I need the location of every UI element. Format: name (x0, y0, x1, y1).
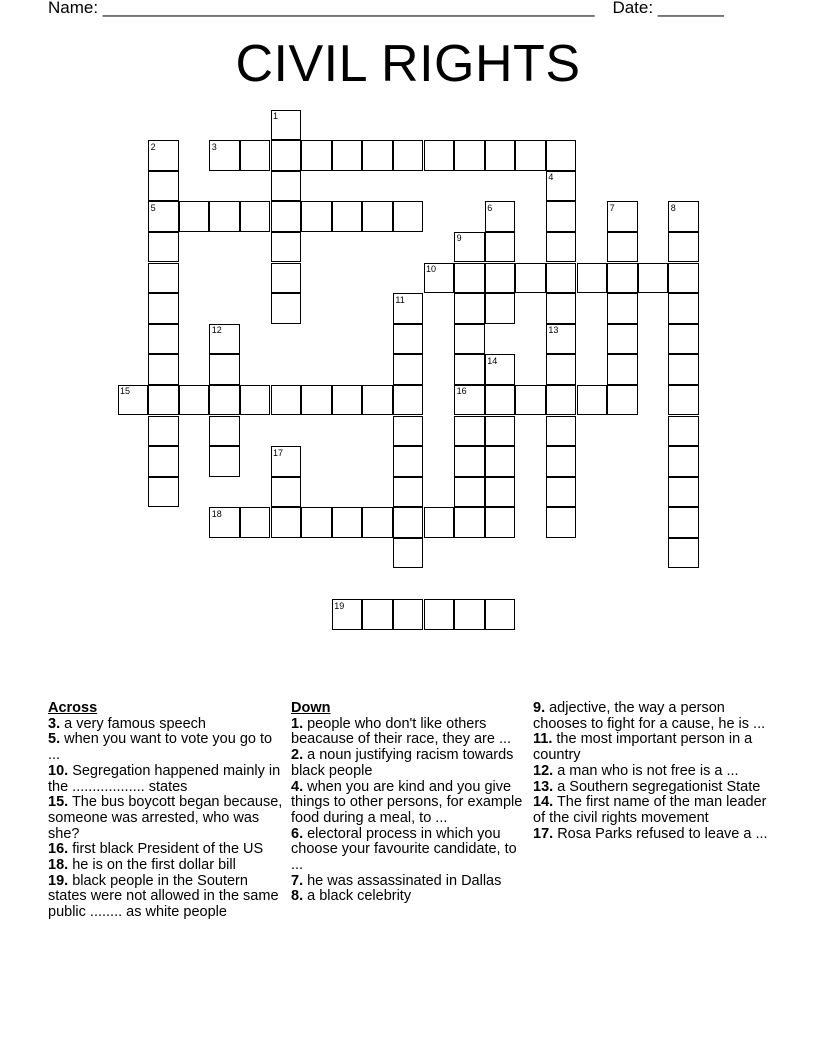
clue-number-label: 16 (456, 386, 467, 397)
grid-cell[interactable] (454, 446, 485, 477)
grid-cell[interactable] (118, 385, 149, 416)
grid-cell[interactable] (332, 201, 363, 232)
grid-cell[interactable] (485, 140, 516, 171)
grid-cell[interactable] (668, 324, 699, 355)
grid-cell[interactable] (546, 140, 577, 171)
grid-cell[interactable] (148, 140, 179, 171)
grid-cell[interactable] (454, 385, 485, 416)
grid-cell[interactable] (301, 385, 332, 416)
clue-number: 7. (291, 872, 304, 889)
clue-number: 4. (291, 778, 304, 795)
grid-cell[interactable] (148, 201, 179, 232)
grid-cell[interactable] (454, 324, 485, 355)
grid-cell[interactable] (148, 354, 179, 385)
clue-text: a very famous speech (60, 715, 206, 732)
date-line[interactable]: _______ (657, 0, 725, 17)
clue-number-label: 18 (211, 508, 222, 519)
grid-cell[interactable] (393, 477, 424, 508)
grid-cell[interactable] (362, 201, 393, 232)
grid-cell[interactable] (577, 385, 608, 416)
grid-cell[interactable] (148, 263, 179, 294)
grid-cell[interactable] (148, 416, 179, 447)
grid-cell[interactable] (393, 201, 424, 232)
grid-cell[interactable] (240, 385, 271, 416)
clue-text: the most important person in a country (533, 731, 753, 764)
grid-cell[interactable] (668, 385, 699, 416)
grid-cell[interactable] (454, 232, 485, 263)
clue-number-label: 17 (273, 447, 284, 458)
clue-text: Segregation happened mainly in the .................. states (48, 762, 281, 795)
grid-cell[interactable] (485, 507, 516, 538)
grid-cell[interactable] (454, 507, 485, 538)
grid-cell[interactable] (301, 507, 332, 538)
date-label: Date: (612, 0, 654, 17)
clue-number: 16. (48, 841, 69, 858)
grid-cell[interactable] (485, 599, 516, 630)
grid-cell[interactable] (240, 201, 271, 232)
clue-text: when you want to vote you go to ... (48, 731, 273, 764)
header (48, 0, 724, 18)
clue-number-label: 4 (548, 172, 554, 183)
grid-cell[interactable] (148, 293, 179, 324)
grid-cell[interactable] (485, 416, 516, 447)
clue-text: when you are kind and you give things to other persons, for example food during a meal, to ... (291, 778, 523, 826)
grid-cell[interactable] (209, 354, 240, 385)
grid-cell[interactable] (454, 477, 485, 508)
clue-number: 9. (533, 700, 546, 716)
grid-cell[interactable] (301, 201, 332, 232)
grid-cell[interactable] (271, 446, 302, 477)
grid-cell[interactable] (485, 477, 516, 508)
clue-item (291, 780, 527, 827)
clue-number: 6. (291, 825, 304, 842)
grid-cell[interactable] (577, 263, 608, 294)
grid-cell[interactable] (668, 538, 699, 569)
clue-number-label: 13 (548, 325, 559, 336)
grid-cell[interactable] (393, 293, 424, 324)
grid-cell[interactable] (546, 446, 577, 477)
clue-text: a noun justifying racism towards black people (291, 747, 514, 779)
grid-cell[interactable] (271, 110, 302, 141)
clue-item (48, 842, 284, 858)
grid-cell[interactable] (668, 293, 699, 324)
clue-number-label: 7 (609, 202, 615, 213)
grid-cell[interactable] (209, 416, 240, 447)
grid-cell[interactable] (209, 507, 240, 538)
clue-number-label: 15 (120, 386, 131, 397)
grid-cell[interactable] (209, 446, 240, 477)
puzzle-title: CIVIL RIGHTS (235, 35, 581, 93)
grid-cell[interactable] (393, 416, 424, 447)
grid-cell[interactable] (515, 385, 546, 416)
clue-item (48, 795, 284, 842)
clue-number: 5. (48, 731, 61, 748)
clue-item (291, 748, 527, 779)
down-clues (291, 701, 527, 905)
grid-cell[interactable] (271, 293, 302, 324)
clue-number-label: 2 (150, 141, 156, 152)
grid-cell[interactable] (393, 446, 424, 477)
clue-number: 17. (533, 825, 554, 842)
clue-number-label: 5 (150, 202, 156, 213)
grid-cell[interactable] (668, 446, 699, 477)
grid-cell[interactable] (454, 416, 485, 447)
grid-cell[interactable] (332, 599, 363, 630)
down-heading: Down (291, 700, 331, 716)
grid-cell[interactable] (546, 293, 577, 324)
grid-cell[interactable] (546, 354, 577, 385)
clue-number: 14. (533, 794, 554, 811)
clue-text: The bus boycott began because, someone was arrested, who was she? (48, 794, 283, 842)
clue-number-label: 9 (456, 233, 462, 244)
grid-cell[interactable] (454, 599, 485, 630)
clue-text: Rosa Parks refused to leave a ... (553, 825, 768, 842)
grid-cell[interactable] (209, 140, 240, 171)
grid-cell[interactable] (393, 140, 424, 171)
grid-cell[interactable] (546, 477, 577, 508)
grid-cell[interactable] (546, 385, 577, 416)
grid-cell[interactable] (148, 171, 179, 202)
grid-cell[interactable] (209, 324, 240, 355)
grid-cell[interactable] (668, 232, 699, 263)
clue-number-label: 12 (211, 325, 222, 336)
clue-text: adjective, the way a person chooses to fight for a cause, he is ... (533, 700, 766, 732)
clue-text: electoral process in which you choose your favourite candidate, to ... (291, 825, 517, 874)
clue-item (291, 717, 527, 748)
grid-cell[interactable] (271, 201, 302, 232)
grid-cell[interactable] (271, 507, 302, 538)
grid-cell[interactable] (332, 140, 363, 171)
down-clues-continued (533, 701, 769, 842)
grid-cell[interactable] (393, 324, 424, 355)
clue-number: 18. (48, 857, 69, 874)
grid-cell[interactable] (271, 232, 302, 263)
grid-cell[interactable] (362, 385, 393, 416)
grid-cell[interactable] (271, 385, 302, 416)
clue-text: black people in the Soutern states were not allowed in the same public ........ as white people (48, 872, 279, 921)
clue-number-label: 11 (395, 294, 405, 305)
grid-cell[interactable] (454, 354, 485, 385)
grid-cell[interactable] (454, 293, 485, 324)
clue-number-label: 1 (273, 111, 279, 121)
clue-number: 2. (291, 747, 304, 764)
grid-cell[interactable] (668, 263, 699, 294)
clue-number-label: 6 (487, 202, 493, 213)
grid-cell[interactable] (485, 232, 516, 263)
grid-cell[interactable] (240, 507, 271, 538)
grid-cell[interactable] (271, 263, 302, 294)
grid-cell[interactable] (148, 446, 179, 477)
grid-cell[interactable] (393, 538, 424, 569)
grid-cell[interactable] (148, 324, 179, 355)
grid-cell[interactable] (515, 140, 546, 171)
clue-text: first black President of the US (68, 841, 264, 858)
grid-cell[interactable] (148, 385, 179, 416)
grid-cell[interactable] (454, 263, 485, 294)
grid-cell[interactable] (668, 477, 699, 508)
grid-cell[interactable] (607, 263, 638, 294)
clue-item (533, 780, 769, 796)
grid-cell[interactable] (332, 507, 363, 538)
clue-item (533, 795, 769, 826)
clue-number-label: 19 (334, 600, 345, 611)
clue-number-label: 8 (670, 202, 676, 213)
clue-number: 12. (533, 762, 554, 779)
clue-number: 15. (48, 794, 69, 811)
clue-number: 3. (48, 715, 61, 732)
grid-cell[interactable] (485, 385, 516, 416)
grid-cell[interactable] (515, 263, 546, 294)
name-label: Name: (48, 0, 99, 17)
clue-item (48, 732, 284, 763)
grid-cell[interactable] (179, 385, 210, 416)
grid-cell[interactable] (546, 324, 577, 355)
clue-text: people who don't like others beacause of their race, they are ... (291, 715, 512, 748)
grid-cell[interactable] (424, 263, 455, 294)
grid-cell[interactable] (638, 263, 669, 294)
grid-cell[interactable] (485, 446, 516, 477)
clue-item (291, 874, 527, 890)
grid-cell[interactable] (393, 507, 424, 538)
clue-number: 19. (48, 872, 69, 889)
grid-cell[interactable] (424, 140, 455, 171)
grid-cell[interactable] (424, 599, 455, 630)
clue-item (48, 874, 284, 921)
grid-cell[interactable] (607, 232, 638, 263)
grid-cell[interactable] (607, 201, 638, 232)
clue-item (533, 827, 769, 843)
grid-cell[interactable] (209, 201, 240, 232)
clue-number: 11. (533, 731, 553, 748)
clue-number: 1. (291, 715, 304, 732)
grid-cell[interactable] (362, 599, 393, 630)
clue-item (48, 858, 284, 874)
clue-number: 10. (48, 762, 69, 779)
clue-number-label: 3 (211, 141, 217, 152)
grid-cell[interactable] (362, 140, 393, 171)
grid-cell[interactable] (332, 385, 363, 416)
clue-number: 8. (291, 888, 304, 905)
clue-item (48, 764, 284, 795)
grid-cell[interactable] (148, 477, 179, 508)
grid-cell[interactable] (546, 507, 577, 538)
grid-cell[interactable] (607, 324, 638, 355)
clue-text: The first name of the man leader of the civil rights movement (533, 794, 767, 826)
grid-cell[interactable] (209, 385, 240, 416)
across-clues (48, 701, 284, 921)
grid-cell[interactable] (668, 354, 699, 385)
grid-cell[interactable] (271, 477, 302, 508)
name-line[interactable]: ____________________________________________________ (102, 0, 595, 17)
grid-cell[interactable] (668, 416, 699, 447)
clue-item (291, 889, 527, 905)
clue-number-label: 14 (487, 355, 498, 366)
grid-cell[interactable] (607, 293, 638, 324)
grid-cell[interactable] (485, 201, 516, 232)
grid-cell[interactable] (454, 140, 485, 171)
clue-text: a black celebrity (303, 888, 412, 905)
clue-text: he was assassinated in Dallas (303, 872, 502, 889)
clue-text: he is on the first dollar bill (68, 857, 236, 874)
grid-cell[interactable] (240, 140, 271, 171)
grid-cell[interactable] (485, 263, 516, 294)
grid-cell[interactable] (546, 232, 577, 263)
grid-cell[interactable] (393, 385, 424, 416)
grid-cell[interactable] (546, 201, 577, 232)
grid-cell[interactable] (607, 354, 638, 385)
across-heading: Across (48, 700, 98, 716)
clue-item (533, 732, 769, 763)
grid-cell[interactable] (179, 201, 210, 232)
grid-cell[interactable] (485, 293, 516, 324)
grid-cell[interactable] (393, 599, 424, 630)
clue-item (533, 701, 769, 732)
clue-text: a man who is not free is a ... (553, 762, 739, 779)
clue-item (48, 717, 284, 733)
grid-cell[interactable] (607, 385, 638, 416)
clue-text: a Southern segregationist State (553, 778, 761, 795)
grid-cell[interactable] (362, 507, 393, 538)
grid-cell[interactable] (424, 507, 455, 538)
grid-cell[interactable] (546, 263, 577, 294)
grid-cell[interactable] (546, 416, 577, 447)
grid-cell[interactable] (148, 232, 179, 263)
grid-cell[interactable] (271, 140, 302, 171)
grid-cell[interactable] (271, 171, 302, 202)
grid-cell[interactable] (301, 140, 332, 171)
grid-cell[interactable] (485, 354, 516, 385)
grid-cell[interactable] (546, 171, 577, 202)
clue-item (291, 827, 527, 874)
clue-item (533, 764, 769, 780)
clue-number: 13. (533, 778, 554, 795)
grid-cell[interactable] (668, 201, 699, 232)
grid-cell[interactable] (393, 354, 424, 385)
grid-cell[interactable] (668, 507, 699, 538)
clue-number-label: 10 (426, 264, 437, 274)
